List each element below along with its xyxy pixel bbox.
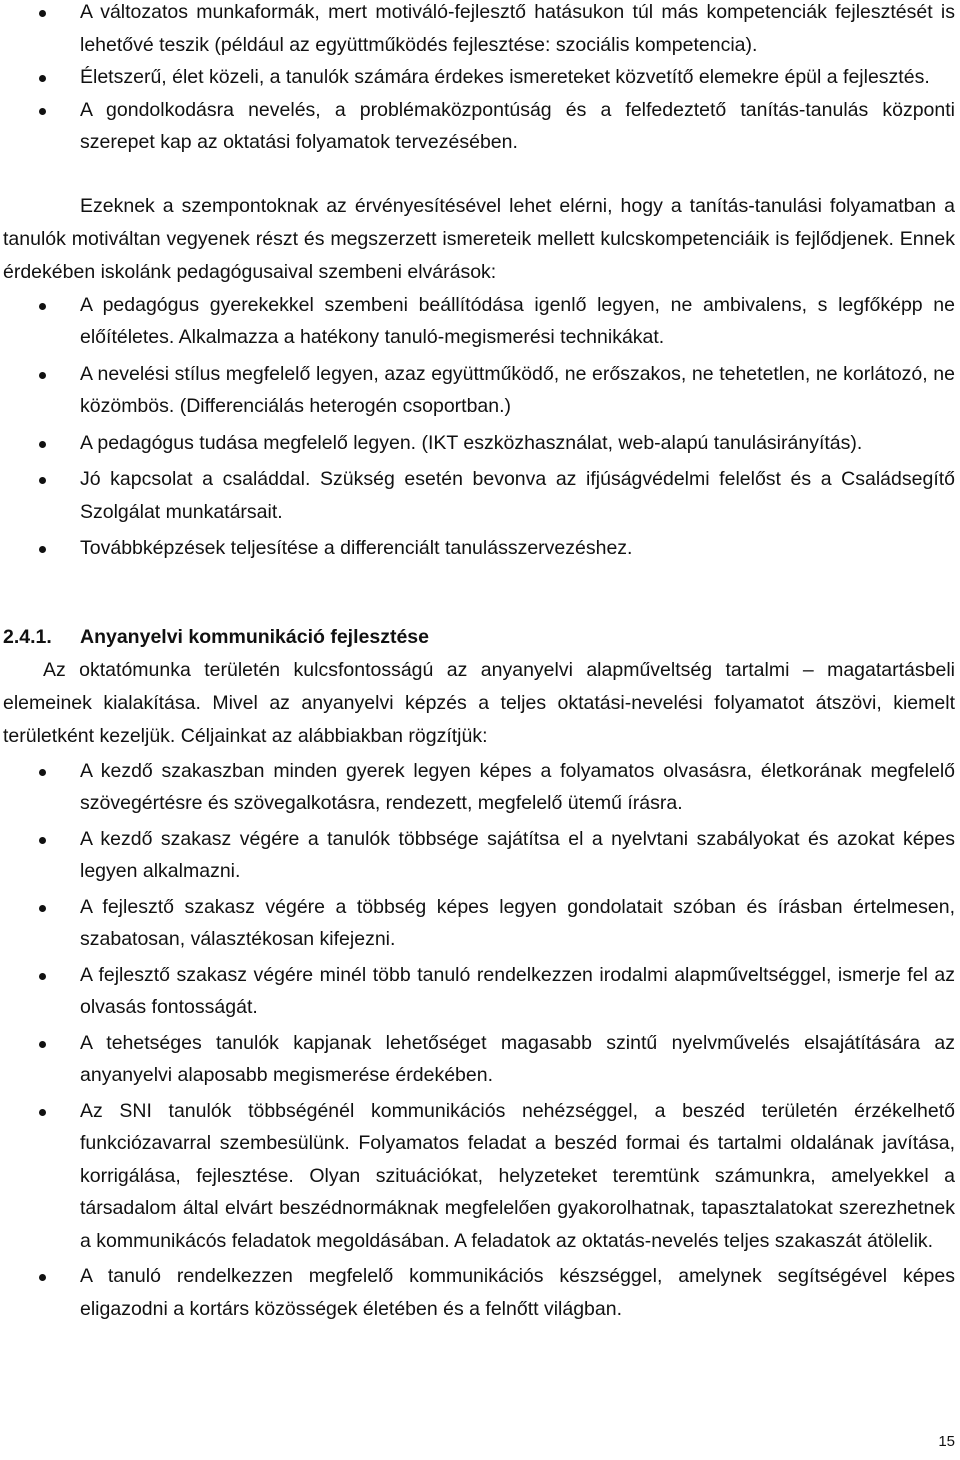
goals-list <box>3 755 955 1326</box>
list-item: A pedagógus gyerekekkel szembeni beállítódása igenlő legyen, ne ambivalens, s legfőképp ne előítéletes. Alkalmazza a hatékony tanuló-megismerési technikákat. <box>3 289 955 354</box>
bullet-icon <box>39 75 46 82</box>
list-item: A kezdő szakasz végére a tanulók többsége sajátítsa el a nyelvtani szabályokat és azokat képes legyen alkalmazni. <box>3 823 955 888</box>
bullet-icon <box>39 905 46 912</box>
bullet-icon <box>39 769 46 776</box>
bullet-icon <box>39 837 46 844</box>
bullet-icon <box>39 303 46 310</box>
list-item: Az SNI tanulók többségénél kommunikációs nehézséggel, a beszéd területén érzékelhető funkciózavarral szembesülünk. Folyamatos feladat a beszéd formai és tartalmi oldalának javítása, korrigálása, fejlesztése. Olyan szituációkat, helyzeteket teremtünk számunkra, amelyekkel a társadalom által elvárt beszédnormáknak megfelelően gyakorolhatnak, tapasztalatokat szerezhetnek a kommunikácós feladatok megoldásában. A feladatok az oktatás-nevelés teljes szakaszát átölelik. <box>3 1095 955 1258</box>
list-item: Továbbképzések teljesítése a differenciált tanulásszervezéshez. <box>3 532 955 565</box>
bullet-icon <box>39 372 46 379</box>
bullet-icon <box>39 10 46 17</box>
bullet-icon <box>39 108 46 115</box>
bullet-icon <box>39 1041 46 1048</box>
intro-paragraph: Ezeknek a szempontoknak az érvényesítésével lehet elérni, hogy a tanítás-tanulási folyamatban a tanulók motiváltan vegyenek részt és megszerzett ismereteik mellett kulcskompetenciáik is fejlődjenek. Ennek érdekében iskolánk pedagógusaival szembeni elvárások: <box>3 194 955 283</box>
expectations-list <box>3 289 955 565</box>
bullet-icon <box>39 546 46 553</box>
section-paragraph: Az oktatómunka területén kulcsfontosságú az anyanyelvi alapműveltség tartalmi – magatartásbeli elemeinek kialakítása. Mivel az anyanyelvi képzés a teljes oktatási-nevelési folyamatot átszövi, kiemelt területként kezeljük. Céljainkat az alábbiakban rögzítjük: <box>3 658 955 747</box>
list-item: A fejlesztő szakasz végére a többség képes legyen gondolatait szóban és írásban értelmesen, szabatosan, választékosan kifejezni. <box>3 891 955 956</box>
list-item: Életszerű, élet közeli, a tanulók számára érdekes ismereteket közvetítő elemekre épül a fejlesztés. <box>3 61 955 94</box>
list-item: A pedagógus tudása megfelelő legyen. (IKT eszközhasználat, web-alapú tanulásirányítás). <box>3 427 955 460</box>
list-item: A nevelési stílus megfelelő legyen, azaz együttműködő, ne erőszakos, ne tehetetlen, ne korlátozó, ne közömbös. (Differenciálás heterogén csoportban.) <box>3 358 955 423</box>
list-item: A kezdő szakaszban minden gyerek legyen képes a folyamatos olvasásra, életkorának megfelelő szövegértésre és szövegalkotásra, rendezett, megfelelő ütemű írásra. <box>3 755 955 820</box>
bullet-icon <box>39 477 46 484</box>
list-item: A tanuló rendelkezzen megfelelő kommunikációs készséggel, amelynek segítségével képes eligazodni a kortárs közösségek életében és a felnőtt világban. <box>3 1260 955 1325</box>
section-number: 2.4.1. <box>3 625 52 648</box>
top-bullet-list <box>3 0 955 159</box>
section-heading <box>3 621 955 654</box>
list-item: A gondolkodásra nevelés, a problémaközpontúság és a felfedeztető tanítás-tanulás központi szerepet kap az oktatási folyamatok tervezésében. <box>3 94 955 159</box>
list-item: Jó kapcsolat a családdal. Szükség esetén bevonva az ifjúságvédelmi felelőst és a Családsegítő Szolgálat munkatársait. <box>3 463 955 528</box>
bullet-icon <box>39 441 46 448</box>
bullet-icon <box>39 973 46 980</box>
bullet-icon <box>39 1274 46 1281</box>
section-title: Anyanyelvi kommunikáció fejlesztése <box>80 625 429 648</box>
list-item: A fejlesztő szakasz végére minél több tanuló rendelkezzen irodalmi alapműveltséggel, ismerje fel az olvasás fontosságát. <box>3 959 955 1024</box>
list-item: A változatos munkaformák, mert motiváló-fejlesztő hatásukon túl más kompetenciák fejlesztését is lehetővé teszik (például az együttműködés fejlesztése: szociális kompetencia). <box>3 0 955 61</box>
list-item: A tehetséges tanulók kapjanak lehetőséget magasabb szintű nyelvművelés elsajátítására az anyanyelvi alaposabb megismerése érdekében. <box>3 1027 955 1092</box>
bullet-icon <box>39 1109 46 1116</box>
page-number: 15 <box>938 1433 955 1450</box>
